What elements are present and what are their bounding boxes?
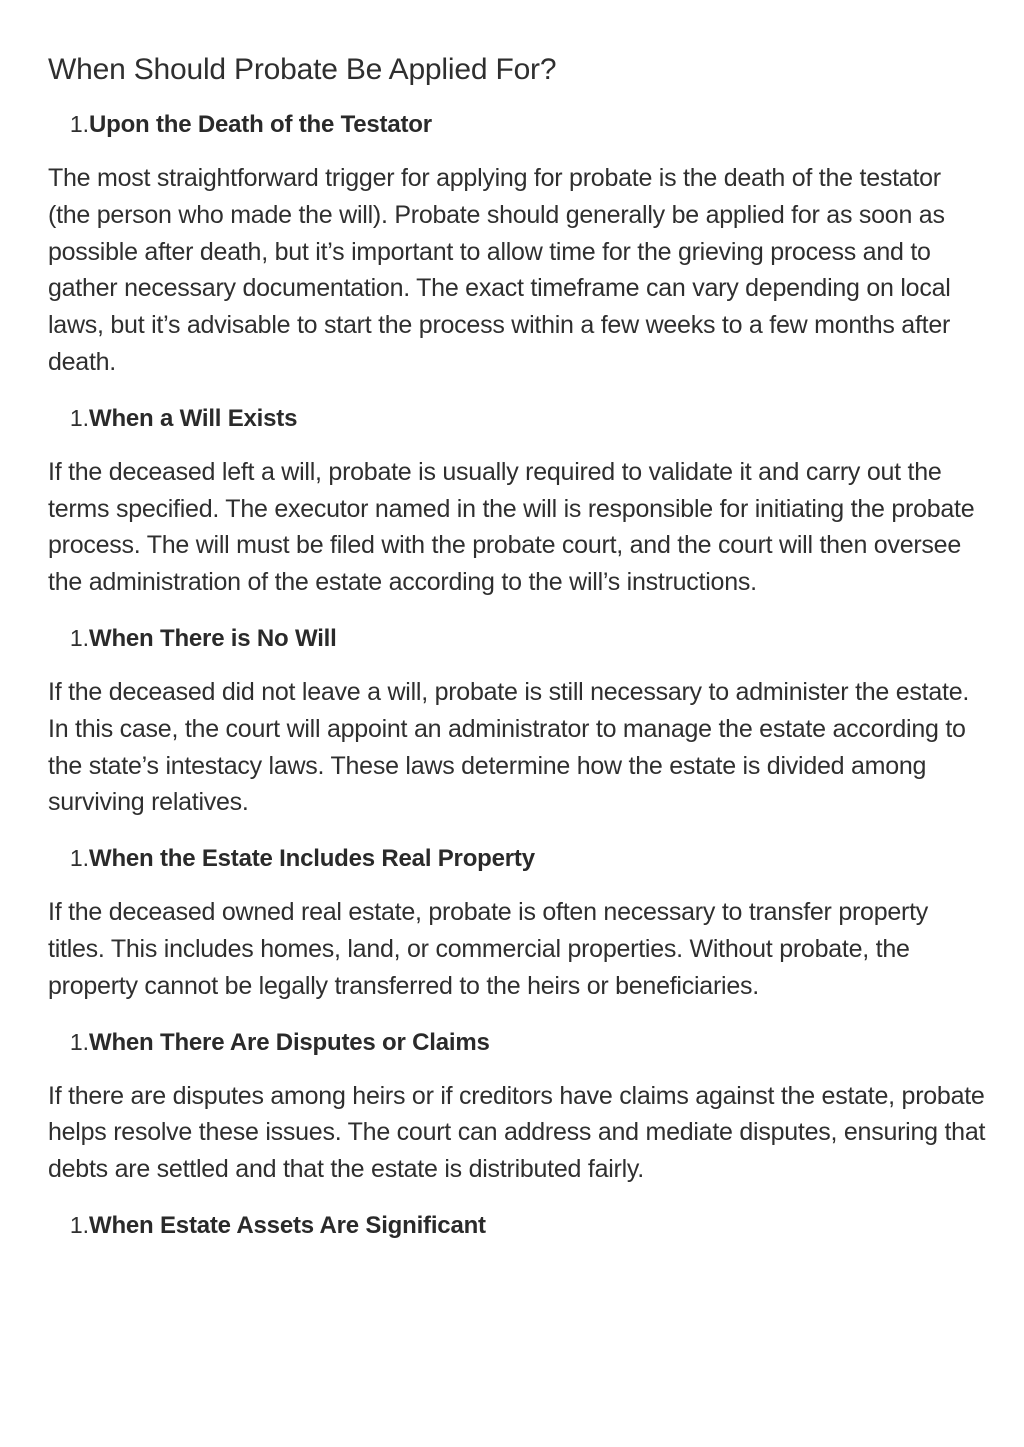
section-heading [48,398,988,438]
list-number: 1. [69,404,89,431]
section-heading [48,104,988,144]
document-page [48,50,988,1261]
section-paragraph: If there are disputes among heirs or if creditors have claims against the estate, probate helps resolve these issues. The court can address and mediate disputes, ensuring that debts are settled and that the estate is distributed fairly. [48,1081,986,1184]
section-heading-text: Upon the Death of the Testator [89,111,432,138]
section-heading [48,1205,988,1245]
section-heading [48,618,988,658]
section-paragraph: If the deceased did not leave a will, probate is still necessary to administer the estate. In this case, the court will appoint an administrator to manage the estate according to the state’s intestacy laws. These laws determine how the estate is divided among surviving relatives. [48,677,970,817]
section-paragraph: The most straightforward trigger for applying for probate is the death of the testator (the person who made the will). Probate should generally be applied for as soon as possible after death, but it’s important to allow time for the grieving process and to gather necessary documentation. The exact timeframe can vary depending on local laws, but it’s advisable to start the process within a few weeks to a few months after death. [48,164,951,376]
section-heading-text: When There is No Will [89,624,337,652]
list-number: 1. [69,624,89,651]
page-title: When Should Probate Be Applied For? [48,53,557,86]
list-number: 1. [69,111,89,137]
list-number: 1. [69,1028,89,1055]
section-heading-text: When the Estate Includes Real Property [89,845,535,873]
section-heading-text: When Estate Assets Are Significant [89,1211,486,1239]
section-paragraph: If the deceased left a will, probate is usually required to validate it and carry out the terms specified. The executor named in the will is responsible for initiating the probate process. The will must be filed with the probate court, and the court will then oversee the administration of the estate according to the will’s instructions. [48,457,975,597]
section-heading [48,838,988,878]
list-number: 1. [69,1211,89,1238]
section-paragraph: If the deceased owned real estate, probate is often necessary to transfer property titles. This includes homes, land, or commercial properties. Without probate, the property cannot be legally transferred to the heirs or beneficiaries. [48,898,929,1000]
list-number: 1. [69,845,89,872]
section-heading [48,1022,988,1062]
section-heading-text: When There Are Disputes or Claims [89,1028,490,1056]
section-heading-text: When a Will Exists [89,404,298,432]
